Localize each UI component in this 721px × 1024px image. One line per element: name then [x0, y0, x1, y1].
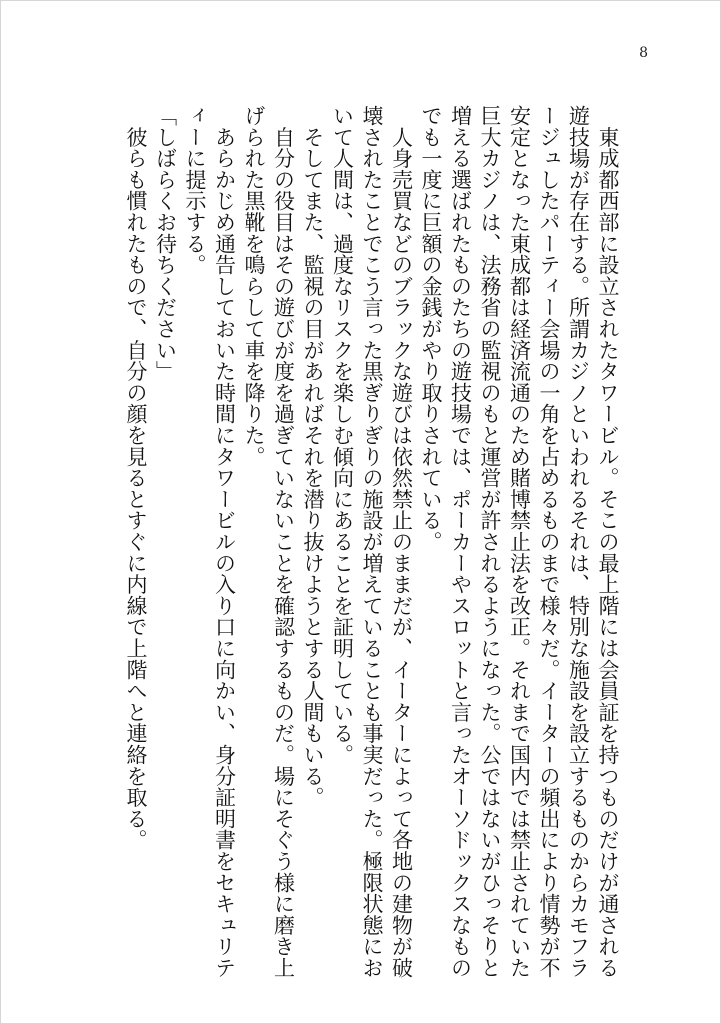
vertical-text-body: [121, 105, 623, 985]
paragraph-1: 東成都西部に設立されたタワービル。そこの最上階には会員証を持つものだけが通される遊技場が存在する。所謂カジノといわれるそれは、特別な施設を設立するものからカモフラージュしたパーティー会場の一角を占めるものまで様々だ。イーターの頻出により情勢が不安定となった東成都は経済流通のため賭博禁止法を改正。それまで国内では禁止されていた巨大カジノは、法務省の監視のもと運営が許されるようになった。公ではないがひっそりと増える選ばれたものたちの遊技場では、ポーカーやスロットと言ったオーソドックスなものでも一度に巨額の金銭がやり取りされている。: [419, 105, 620, 979]
paragraph-2: 人身売買などのブラックな遊びは依然禁止のままだが、イーターによって各地の建物が破壊されたことでこう言った黒ぎりぎりの施設が増えていることも事実だった。極限状態において人間は、過度なリスクを楽しむ傾向にあることを証明している。: [330, 105, 414, 979]
paragraph-4: 自分の役目はその遊びが度を過ぎていないことを確認するものだ。場にそぐう様に磨き上げられた黒靴を鳴らして車を降りた。: [242, 105, 296, 979]
page-number: 8: [639, 45, 648, 61]
paragraph-3: そしてまた、監視の目があればそれを潜り抜けようとする人間もいる。: [301, 105, 325, 808]
paragraph-7: 彼らも慣れたもので、自分の顔を見るとすぐに内線で上階へと連絡を取る。: [124, 105, 148, 851]
paragraph-5: あらかじめ通告しておいた時間にタワービルの入り口に向かい、身分証明書をセキュリティーに提示する。: [183, 105, 237, 979]
dialogue-line: 「しばらくお待ちください」: [153, 105, 178, 382]
